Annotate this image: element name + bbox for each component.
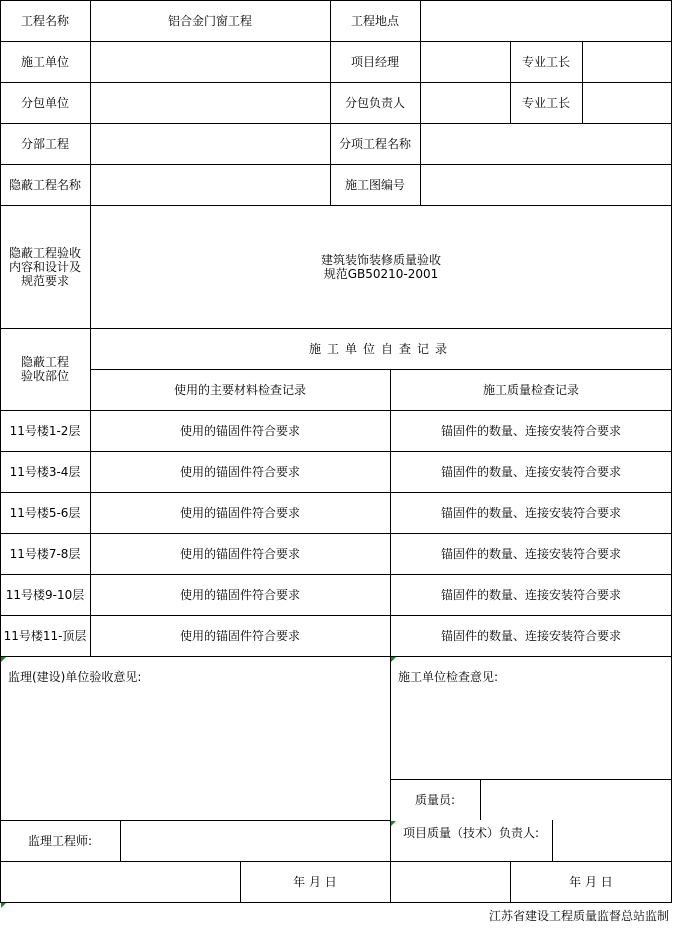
construction-unit-label: 施工单位 — [20, 54, 69, 69]
contractor-opinion-label: 施工单位检查意见: — [398, 669, 499, 684]
project-name-label: 工程名称 — [20, 13, 69, 28]
project-quality-lead-label: 项目质量（技术）负责人: — [402, 826, 540, 840]
material-column-header: 使用的主要材料检查记录 — [173, 382, 306, 397]
project-manager-label: 项目经理 — [350, 54, 399, 69]
project-manager-value[interactable] — [420, 41, 510, 82]
project-location-value[interactable] — [420, 0, 672, 41]
subcontract-foreman-label: 专业工长 — [521, 95, 570, 110]
table-row-location: 11号楼9-10层 — [5, 587, 85, 602]
foreman-label: 专业工长 — [521, 54, 570, 69]
subitem-name-label: 分项工程名称 — [338, 136, 411, 151]
table-row-material[interactable]: 使用的锚固件符合要求 — [179, 423, 300, 438]
subcontract-unit-value[interactable] — [90, 82, 330, 123]
subcontract-lead-value[interactable] — [420, 82, 510, 123]
issuer-footer: 江苏省建设工程质量监督总站监制 — [488, 908, 669, 923]
table-row-quality[interactable]: 锚固件的数量、连接安装符合要求 — [440, 546, 621, 561]
supervisor-engineer-label: 监理工程师: — [27, 833, 93, 848]
table-row-material[interactable]: 使用的锚固件符合要求 — [179, 628, 300, 643]
table-row-location: 11号楼5-6层 — [9, 505, 81, 520]
table-row-quality[interactable]: 锚固件的数量、连接安装符合要求 — [440, 587, 621, 602]
contractor-opinion-area[interactable] — [390, 697, 672, 779]
table-row-location: 11号楼11-顶层 — [3, 628, 87, 643]
date-left[interactable]: 年 月 日 — [293, 874, 337, 889]
project-location-label: 工程地点 — [350, 13, 399, 28]
construction-unit-value[interactable] — [90, 41, 330, 82]
table-row-location: 11号楼7-8层 — [9, 546, 81, 561]
subitem-name-value[interactable] — [420, 123, 672, 164]
supervisor-engineer-signature[interactable] — [120, 820, 390, 861]
quality-inspector-label: 质量员: — [414, 792, 456, 807]
table-row-location: 11号楼1-2层 — [9, 423, 81, 438]
drawing-no-value[interactable] — [420, 164, 672, 205]
subcontract-lead-label: 分包负责人 — [344, 95, 405, 110]
requirements-value[interactable]: 建筑装饰装修质量验收 规范GB50210-2001 — [320, 252, 441, 281]
table-row-material[interactable]: 使用的锚固件符合要求 — [179, 587, 300, 602]
foreman-value[interactable] — [582, 41, 672, 82]
supervisor-opinion-area[interactable] — [0, 697, 390, 820]
quality-column-header: 施工质量检查记录 — [482, 382, 579, 397]
concealed-name-label: 隐蔽工程名称 — [8, 177, 81, 192]
table-row-material[interactable]: 使用的锚固件符合要求 — [179, 464, 300, 479]
subcontract-foreman-value[interactable] — [582, 82, 672, 123]
division-value[interactable] — [90, 123, 330, 164]
inspection-location-label: 隐蔽工程 验收部位 — [20, 355, 69, 383]
subcontract-unit-label: 分包单位 — [20, 95, 69, 110]
table-row-quality[interactable]: 锚固件的数量、连接安装符合要求 — [440, 423, 621, 438]
self-check-title: 施工单位自查记录 — [308, 341, 453, 356]
table-row-location: 11号楼3-4层 — [9, 464, 81, 479]
quality-inspector-signature[interactable] — [480, 779, 672, 820]
date-right[interactable]: 年 月 日 — [569, 874, 613, 889]
division-label: 分部工程 — [20, 136, 69, 151]
table-row-material[interactable]: 使用的锚固件符合要求 — [179, 546, 300, 561]
table-row-material[interactable]: 使用的锚固件符合要求 — [179, 505, 300, 520]
drawing-no-label: 施工图编号 — [344, 177, 405, 192]
requirements-label: 隐蔽工程验收 内容和设计及 规范要求 — [8, 245, 81, 288]
concealed-name-value[interactable] — [90, 164, 330, 205]
supervisor-opinion-label: 监理(建设)单位验收意见: — [8, 669, 142, 684]
project-quality-lead-signature[interactable] — [552, 820, 672, 861]
table-row-quality[interactable]: 锚固件的数量、连接安装符合要求 — [440, 464, 621, 479]
table-row-quality[interactable]: 锚固件的数量、连接安装符合要求 — [440, 505, 621, 520]
project-name-value[interactable]: 铝合金门窗工程 — [167, 13, 252, 28]
table-row-quality[interactable]: 锚固件的数量、连接安装符合要求 — [440, 628, 621, 643]
